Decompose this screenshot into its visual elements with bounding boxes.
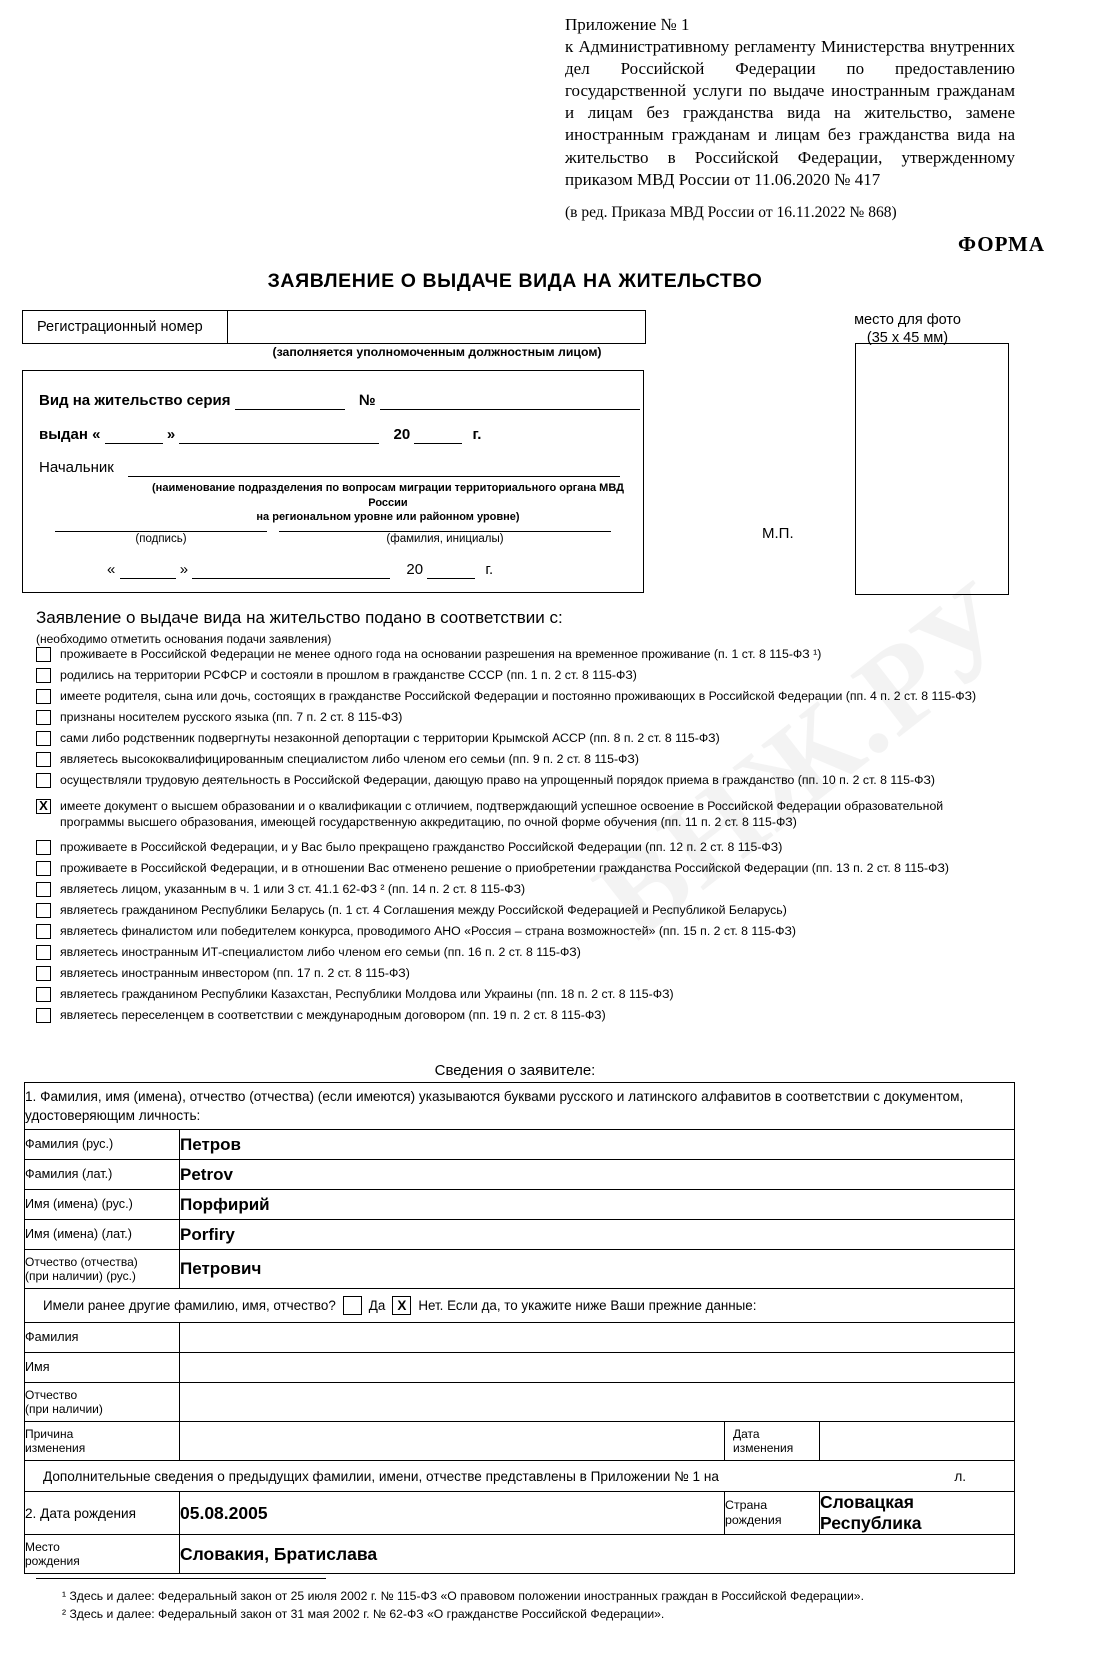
grounds-item-4[interactable] xyxy=(36,708,1006,727)
table-row xyxy=(25,1422,1015,1461)
permit-number-input[interactable] xyxy=(380,392,640,410)
grounds-item-9[interactable] xyxy=(36,838,1006,857)
permit-series-label: Вид на жительство серия xyxy=(39,392,231,409)
revision-note: (в ред. Приказа МВД России от 16.11.2022 № 868) xyxy=(565,203,897,221)
permit-year-prefix: 20 xyxy=(393,426,411,443)
permit-quote-close: » xyxy=(166,426,176,443)
table-row xyxy=(25,1353,1015,1383)
grounds-item-13[interactable] xyxy=(36,922,1006,941)
grounds-item-label: являетесь переселенцем в соответствии с международным договором (пп. 19 п. 2 ст. 8 115-ФЗ) xyxy=(60,1007,606,1022)
photo-caption-line2: (35 x 45 мм) xyxy=(866,330,949,347)
checkbox-icon[interactable] xyxy=(36,924,51,939)
table-row xyxy=(25,1220,1015,1250)
dob-value[interactable]: 05.08.2005 xyxy=(180,1492,725,1535)
grounds-item-label: осуществляли трудовую деятельность в Российской Федерации, дающую право на упрощенный порядок приема в гражданство (пп. 10 п. 2 ст. 8 115-ФЗ) xyxy=(60,773,935,787)
prev-patronymic-label-line1: Отчество xyxy=(25,1387,78,1402)
table-row xyxy=(25,1190,1015,1220)
birth-country-label-line2: рождения xyxy=(725,1513,782,1527)
table-row xyxy=(25,1250,1015,1289)
additional-info-row xyxy=(25,1465,1014,1488)
grounds-item-label: являетесь гражданином Республики Казахстан, Республики Молдова или Украины (пп. 18 п. 2 ст. 8 115-ФЗ) xyxy=(60,986,674,1001)
birthplace-label-line2: рождения xyxy=(25,1554,80,1568)
applicant-section-title: Сведения о заявителе: xyxy=(434,1062,596,1079)
permit-date-year-prefix: 20 xyxy=(406,561,424,578)
grounds-item-10[interactable] xyxy=(36,859,1006,878)
firstname-ru-value[interactable]: Порфирий xyxy=(180,1190,1015,1220)
checkbox-icon[interactable] xyxy=(36,966,51,981)
applicant-table xyxy=(24,1082,1015,1574)
change-date-label-line2: изменения xyxy=(733,1441,794,1455)
registration-number-note: (заполняется уполномоченным должностным лицом) xyxy=(272,345,602,359)
previous-names-no-label: Нет. Если да, то укажите ниже Ваши прежние данные: xyxy=(418,1298,757,1313)
table-row-previous-names-question xyxy=(25,1289,1015,1323)
permit-date-open-quote: « xyxy=(107,561,116,578)
form-word: ФОРМА xyxy=(957,232,1045,256)
previous-names-question-row xyxy=(25,1292,1014,1319)
grounds-item-label: являетесь лицом, указанным в ч. 1 или 3 ст. 41.1 62-ФЗ ² (пп. 14 п. 2 ст. 8 115-ФЗ) xyxy=(60,881,526,896)
permit-number-label: № xyxy=(358,392,376,409)
permit-year-suffix: г. xyxy=(472,426,482,443)
registration-number-box xyxy=(22,310,646,344)
permit-chief-row xyxy=(39,459,620,477)
checkbox-icon[interactable] xyxy=(36,945,51,960)
patronymic-ru-label-line2: (при наличии) (рус.) xyxy=(25,1269,136,1283)
table-row-dob xyxy=(25,1492,1015,1535)
firstname-lat-label: Имя (имена) (лат.) xyxy=(25,1220,180,1250)
change-reason-label-line1: Причина xyxy=(25,1426,74,1441)
grounds-checkbox-list xyxy=(36,645,1006,1027)
grounds-item-7[interactable] xyxy=(36,771,1006,790)
footnotes xyxy=(62,1588,1012,1623)
footnote-2: ² Здесь и далее: Федеральный закон от 31 мая 2002 г. № 62-ФЗ «О гражданстве Российской Федерации». xyxy=(62,1606,665,1621)
permit-issued-day-input[interactable] xyxy=(105,426,163,444)
change-reason-label-line2: изменения xyxy=(25,1441,86,1455)
previous-names-question: Имели ранее другие фамилию, имя, отчество? xyxy=(43,1298,336,1313)
checkbox-icon[interactable] xyxy=(36,731,51,746)
grounds-item-label: проживаете в Российской Федерации не менее одного года на основании разрешения на временное проживание (п. 1 ст. 8 115-ФЗ ¹) xyxy=(60,647,822,661)
regulation-reference: к Административному регламенту Министерства внутренних дел Российской Федерации по предоставлению государственной услуги по выдаче иностранным гражданам и лицам без гражданства вида на жительство, замене иностранным гражданам и лицам без гражданства вида на жительство в Российской Федерации, утвержденному приказом МВД России от 11.06.2020 № 417 xyxy=(565,37,1015,189)
change-date-label-line1: Дата xyxy=(733,1426,760,1441)
checkbox-icon[interactable] xyxy=(36,987,51,1002)
birthplace-value[interactable]: Словакия, Братислава xyxy=(180,1535,1015,1574)
registration-number-input[interactable] xyxy=(228,311,645,343)
birthplace-label xyxy=(25,1535,180,1574)
change-reason-value[interactable] xyxy=(180,1422,725,1461)
checkbox-icon[interactable] xyxy=(36,840,51,855)
grounds-item-label: проживаете в Российской Федерации, и у Вас было прекращено гражданство Российской Федерации (пп. 12 п. 2 ст. 8 115-ФЗ) xyxy=(60,839,783,854)
table-row-additional-info xyxy=(25,1461,1015,1492)
permit-chief-label: Начальник xyxy=(39,459,114,476)
birth-country-label xyxy=(725,1492,820,1535)
grounds-item-label: имеете документ о высшем образовании и о квалификации с отличием, подтверждающий успешное освоение в Российской Федерации образовательной программы высшего образования, имеющей государственную аккредитацию, по очной форме обучения (пп. 11 п. 2 ст. 8 115-ФЗ) xyxy=(60,799,944,830)
table-row-instruction xyxy=(25,1083,1015,1130)
permit-unit-input[interactable] xyxy=(128,459,620,477)
checkbox-icon[interactable]: X xyxy=(36,799,51,814)
grounds-item-6[interactable] xyxy=(36,750,1006,769)
checkbox-icon[interactable] xyxy=(36,773,51,788)
dob-label: 2. Дата рождения xyxy=(25,1492,180,1535)
table-row xyxy=(25,1323,1015,1353)
permit-date-close-quote: » xyxy=(179,561,189,578)
prev-patronymic-label xyxy=(25,1383,180,1422)
permit-unit-note xyxy=(143,481,633,525)
previous-names-yes-checkbox[interactable] xyxy=(343,1296,362,1315)
checkbox-icon[interactable] xyxy=(36,861,51,876)
footnote-1: ¹ Здесь и далее: Федеральный закон от 25 июля 2002 г. № 115-ФЗ «О правовом положении иностранных граждан в Российской Федерации». xyxy=(62,1589,864,1603)
birth-country-value[interactable]: Словацкая Республика xyxy=(820,1492,1015,1535)
checkbox-icon[interactable] xyxy=(36,882,51,897)
prev-surname-label: Фамилия xyxy=(25,1323,180,1353)
change-date-value[interactable] xyxy=(820,1422,1015,1461)
change-date-label xyxy=(725,1422,820,1461)
grounds-item-14[interactable] xyxy=(36,943,1006,962)
grounds-item-11[interactable] xyxy=(36,880,1006,899)
permit-issued-year-input[interactable] xyxy=(414,426,462,444)
grounds-item-label: имеете родителя, сына или дочь, состоящих в гражданстве Российской Федерации и постоянно проживающих в Российской Федерации (пп. 4 п. 2 ст. 8 115-ФЗ) xyxy=(60,689,977,703)
permit-date-month-input[interactable] xyxy=(192,561,390,579)
checkbox-icon[interactable] xyxy=(36,689,51,704)
grounds-item-12[interactable] xyxy=(36,901,1006,920)
patronymic-ru-value[interactable]: Петрович xyxy=(180,1250,1015,1289)
additional-info-suffix: л. xyxy=(954,1468,967,1484)
document-header xyxy=(565,14,1015,223)
grounds-item-label: являетесь иностранным ИТ-специалистом либо членом его семьи (пп. 16 п. 2 ст. 8 115-ФЗ) xyxy=(60,944,581,959)
change-reason-label xyxy=(25,1422,180,1461)
grounds-note: (необходимо отметить основания подачи заявления) xyxy=(36,632,332,646)
grounds-item-2[interactable] xyxy=(36,666,1006,685)
permit-series-row xyxy=(39,392,640,410)
footnote-rule xyxy=(36,1578,326,1579)
grounds-item-3[interactable] xyxy=(36,687,1006,706)
surname-lat-label: Фамилия (лат.) xyxy=(25,1160,180,1190)
surname-ru-value[interactable]: Петров xyxy=(180,1130,1015,1160)
permit-issued-row xyxy=(39,426,481,444)
permit-date-year-suffix: г. xyxy=(485,561,494,578)
photo-caption-line1: место для фото xyxy=(854,312,961,328)
checkbox-icon[interactable] xyxy=(36,647,51,662)
checkbox-icon[interactable] xyxy=(36,710,51,725)
stamp-place: М.П. xyxy=(762,525,794,542)
patronymic-ru-label xyxy=(25,1250,180,1289)
grounds-item-label: родились на территории РСФСР и состояли в прошлом в гражданстве СССР (пп. 1 п. 2 ст. 8 115-ФЗ) xyxy=(60,668,637,682)
checkbox-icon[interactable] xyxy=(36,1008,51,1023)
permit-issuance-box xyxy=(22,370,644,593)
applicant-instruction: 1. Фамилия, имя (имена), отчество (отчества) (если имеются) указываются буквами русского и латинского алфавитов в соответствии с документом, удостоверяющим личность: xyxy=(25,1083,1015,1130)
page-title: ЗАЯВЛЕНИЕ О ВЫДАЧЕ ВИДА НА ЖИТЕЛЬСТВО xyxy=(267,270,763,292)
grounds-item-5[interactable] xyxy=(36,729,1006,748)
registration-number-label: Регистрационный номер xyxy=(23,311,228,343)
table-row-birthplace xyxy=(25,1535,1015,1574)
grounds-item-1[interactable] xyxy=(36,645,1006,664)
grounds-item-16[interactable] xyxy=(36,985,1006,1004)
appendix-number: Приложение № 1 xyxy=(565,15,690,34)
firstname-ru-label: Имя (имена) (рус.) xyxy=(25,1190,180,1220)
signature-caption: (подпись) xyxy=(135,533,187,545)
previous-names-yes-label: Да xyxy=(368,1298,386,1313)
prev-firstname-value[interactable] xyxy=(180,1353,1015,1383)
permit-date-year-input[interactable] xyxy=(427,561,475,579)
birth-country-label-line1: Страна xyxy=(725,1498,768,1513)
surname-caption: (фамилия, инициалы) xyxy=(386,533,504,545)
patronymic-ru-label-line1: Отчество (отчества) xyxy=(25,1254,138,1269)
checkbox-icon[interactable] xyxy=(36,903,51,918)
grounds-title: Заявление о выдаче вида на жительство подано в соответствии с: xyxy=(36,608,563,627)
prev-patronymic-value[interactable] xyxy=(180,1383,1015,1422)
permit-date-row xyxy=(107,561,493,579)
permit-issued-month-input[interactable] xyxy=(179,426,379,444)
grounds-item-label: являетесь гражданином Республики Беларусь (п. 1 ст. 4 Соглашения между Российской Федерацией и Республикой Беларусь) xyxy=(60,902,787,917)
previous-names-no-checkbox[interactable]: X xyxy=(392,1296,411,1315)
table-row xyxy=(25,1383,1015,1422)
grounds-item-label: проживаете в Российской Федерации, и в отношении Вас отменено решение о приобретении гражданства Российской Федерации (пп. 13 п. 2 ст. 8 115-ФЗ) xyxy=(60,860,949,875)
surname-ru-label: Фамилия (рус.) xyxy=(25,1130,180,1160)
permit-unit-note-line1: (наименование подразделения по вопросам миграции территориального органа МВД России xyxy=(152,482,624,509)
permit-issued-label: выдан « xyxy=(39,426,101,443)
grounds-item-label: являетесь финалистом или победителем конкурса, проводимого АНО «Россия – страна возможностей» (пп. 15 п. 2 ст. 8 115-ФЗ) xyxy=(60,923,797,938)
grounds-item-17[interactable] xyxy=(36,1006,1006,1025)
additional-info-text: Дополнительные сведения о предыдущих фамилии, имени, отчестве представлены в Приложении № 1 на xyxy=(43,1468,719,1484)
prev-surname-value[interactable] xyxy=(180,1323,1015,1353)
checkbox-icon[interactable] xyxy=(36,752,51,767)
grounds-item-8[interactable] xyxy=(36,797,1006,831)
surname-line[interactable] xyxy=(279,531,611,532)
grounds-item-label: являетесь иностранным инвестором (пп. 17 п. 2 ст. 8 115-ФЗ) xyxy=(60,965,410,980)
grounds-item-label: сами либо родственник подвергнуты незаконной депортации с территории Крымской АССР (пп. 8 п. 2 ст. 8 115-ФЗ) xyxy=(60,731,720,745)
table-row xyxy=(25,1160,1015,1190)
surname-lat-value[interactable]: Petrov xyxy=(180,1160,1015,1190)
photo-placeholder[interactable] xyxy=(855,343,1009,595)
prev-patronymic-label-line2: (при наличии) xyxy=(25,1402,103,1416)
permit-unit-note-line2: на региональном уровне или районном уровне) xyxy=(256,511,520,524)
firstname-lat-value[interactable]: Porfiry xyxy=(180,1220,1015,1250)
grounds-item-label: являетесь высококвалифицированным специалистом либо членом его семьи (пп. 9 п. 2 ст. 8 115-ФЗ) xyxy=(60,752,639,766)
prev-firstname-label: Имя xyxy=(25,1353,180,1383)
grounds-item-15[interactable] xyxy=(36,964,1006,983)
grounds-item-label: признаны носителем русского языка (пп. 7 п. 2 ст. 8 115-ФЗ) xyxy=(60,710,403,724)
table-row xyxy=(25,1130,1015,1160)
photo-caption xyxy=(800,311,1015,347)
permit-date-day-input[interactable] xyxy=(120,561,176,579)
signature-line[interactable] xyxy=(55,531,267,532)
birthplace-label-line1: Место xyxy=(25,1539,60,1554)
permit-series-input[interactable] xyxy=(235,392,345,410)
checkbox-icon[interactable] xyxy=(36,668,51,683)
